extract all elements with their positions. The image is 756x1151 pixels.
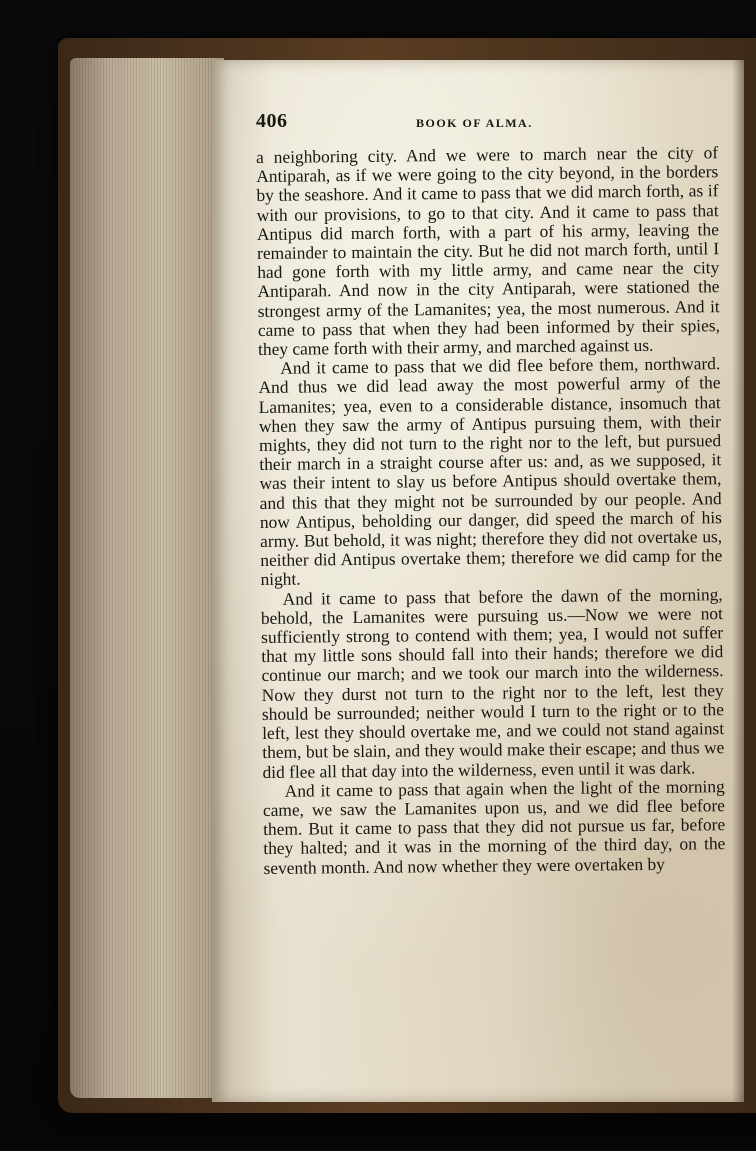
paragraph-4: And it came to pass that again when the light of the morning came, we saw the Lamanites upon us, and we did flee before them. But it came to pass that they did not pursue us far, before they halted; and it was in the morning of the third day, on the seventh month. And now whether they were overtaken by xyxy=(262,775,726,878)
gutter-shadow xyxy=(732,60,744,1102)
page-header xyxy=(256,110,726,134)
page-body xyxy=(256,143,726,878)
paragraph-3: And it came to pass that before the dawn of the morning, behold, the Lamanites were pursuing us.—Now we were not sufficiently strong to contend with them; yea, I would not suffer that my little sons should fall into their hands; therefore we did continue our march; and we took our march into the wilderness. Now they durst not turn to the right nor to the left, lest they should be surrounded; neither would I turn to the right or to the left, lest they should overtake me, and we could not stand against them, but be slain, and they would make their escape; and thus we did flee all that day into the wilderness, even until it was dark. xyxy=(260,583,725,782)
book-page xyxy=(212,60,744,1102)
running-head: BOOK OF ALMA. xyxy=(416,116,533,130)
page-edges xyxy=(70,58,224,1098)
page-number: 406 xyxy=(256,110,288,132)
paragraph-1: a neighboring city. And we were to march near the city of Antiparah, as if we were going to the city beyond, in the borders by the seashore. And it came to pass that we did march forth, as if with our provisions, to go to that city. And it came to pass that Antipus did march forth, with a part of his army, leaving the remainder to maintain the city. But he did not march forth, until I had gone forth with my little army, and came near the city Antiparah. And now in the city Antiparah, were stationed the strongest army of the Lamanites; yea, the most numerous. And it came to pass that when they had been informed by their spies, they came forth with their army, and marched against us. xyxy=(255,142,720,360)
paragraph-2: And it came to pass that we did flee before them, northward. And thus we did lead away the most powerful army of the Lamanites; yea, even to a considerable distance, insomuch that when they saw the army of Antipus pursuing them, with their mights, they did not turn to the right nor to the left, but pursued their march in a straight course after us: and, as we supposed, it was their intent to slay us before Antipus should overtake them, and this that they might not be surrounded by our people. And now Antipus, beholding our danger, did speed the march of his army. But behold, it was night; therefore they did not overtake us, neither did Antipus overtake them; therefore we did camp for the night. xyxy=(258,353,723,590)
